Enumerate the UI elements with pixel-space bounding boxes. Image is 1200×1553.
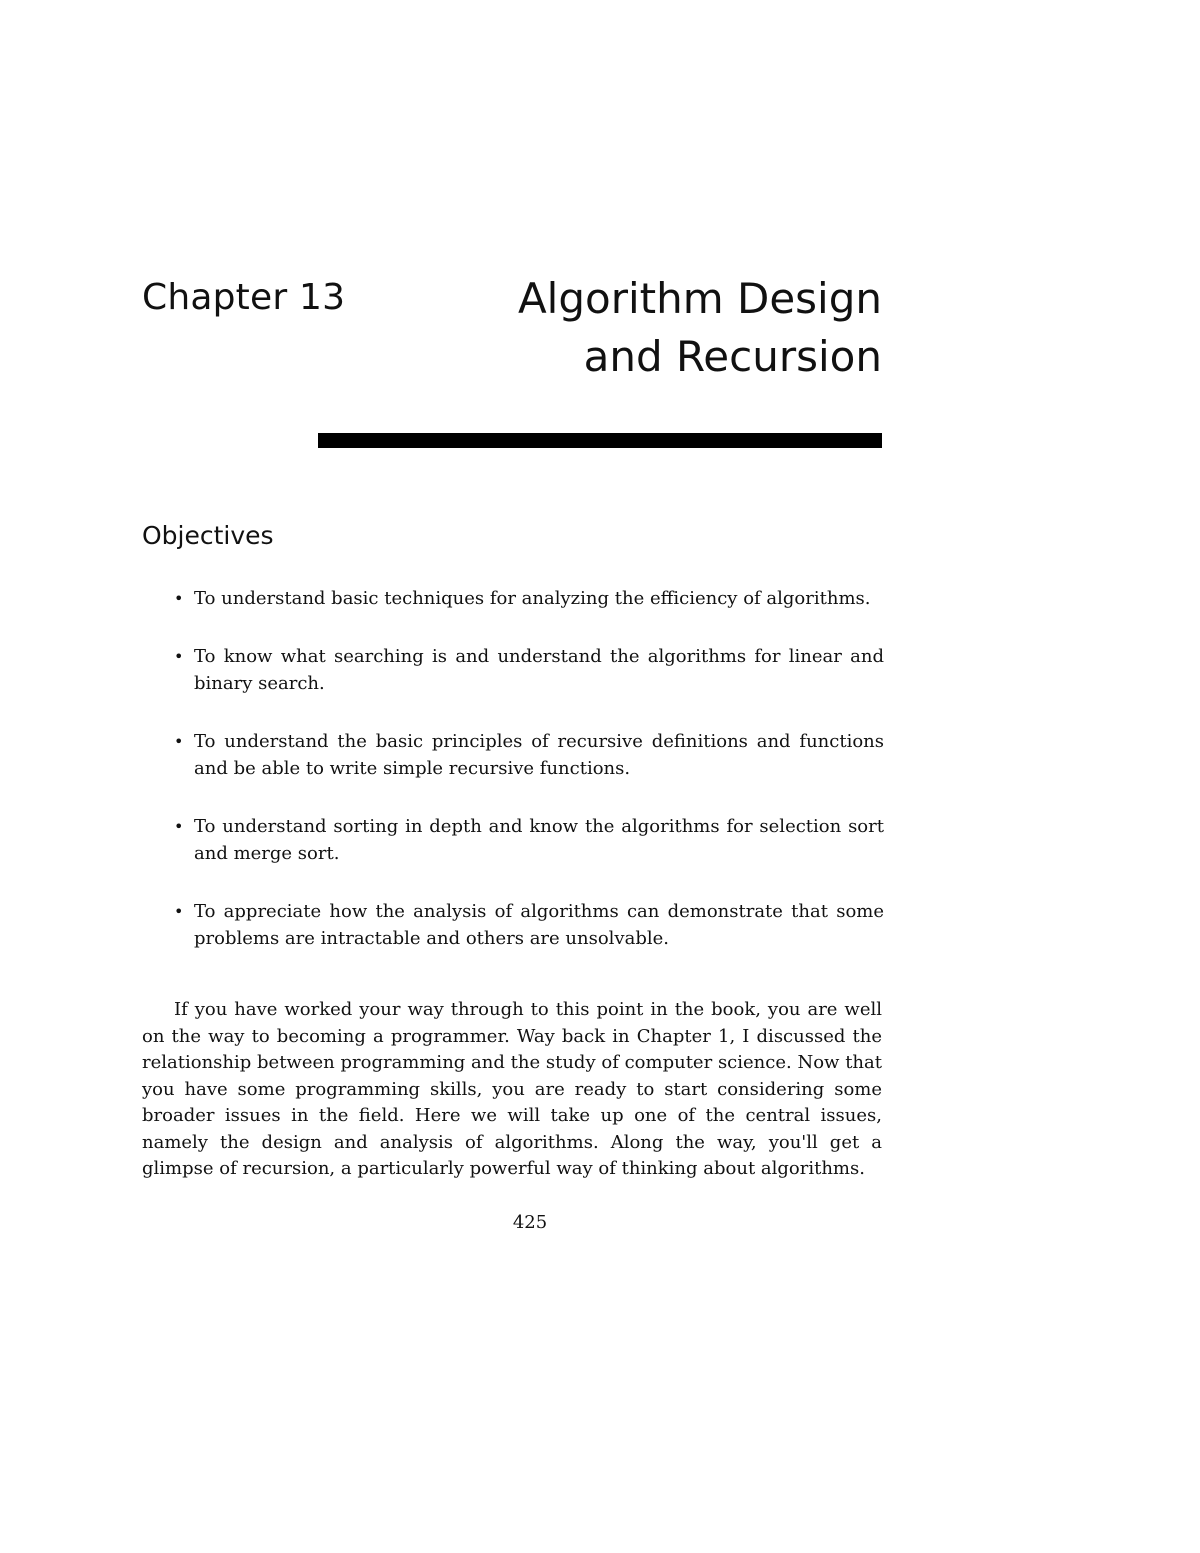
chapter-title-line-2: and Recursion bbox=[583, 332, 882, 381]
objective-item bbox=[174, 728, 884, 782]
objective-text: To know what searching is and understand the algorithms for linear and binary search. bbox=[194, 646, 884, 694]
chapter-number: Chapter 13 bbox=[142, 277, 346, 318]
chapter-title-line-1: Algorithm Design bbox=[517, 274, 882, 323]
page-number: 425 bbox=[512, 1212, 548, 1233]
intro-paragraph: If you have worked your way through to this point in the book, you are well on the way to becoming a programmer. Way back in Chapter 1, I discussed the relationship between programming and the study of computer science. Now that you have some programming skills, you are ready to start considering some broader issues in the field. Here we will take up one of the central issues, namely the design and analysis of algorithms. Along the way, you'll get a glimpse of recursion, a particularly powerful way of thinking about algorithms. bbox=[142, 999, 882, 1179]
objective-text: To understand sorting in depth and know the algorithms for selection sort and merge sort. bbox=[194, 816, 884, 864]
objective-item bbox=[174, 813, 884, 867]
chapter-title bbox=[362, 270, 882, 386]
objective-item bbox=[174, 585, 884, 612]
bullet-icon: • bbox=[174, 589, 184, 608]
objective-item bbox=[174, 643, 884, 697]
objective-text: To understand basic techniques for analyzing the efficiency of algorithms. bbox=[194, 588, 871, 609]
bullet-icon: • bbox=[174, 732, 184, 751]
objective-text: To appreciate how the analysis of algorithms can demonstrate that some problems are intractable and others are unsolvable. bbox=[194, 901, 884, 949]
bullet-icon: • bbox=[174, 817, 184, 836]
bullet-icon: • bbox=[174, 902, 184, 921]
objectives-heading: Objectives bbox=[142, 521, 274, 550]
objective-text: To understand the basic principles of recursive definitions and functions and be able to write simple recursive functions. bbox=[194, 731, 884, 779]
objective-item bbox=[174, 898, 884, 952]
chapter-divider-rule bbox=[318, 433, 882, 448]
bullet-icon: • bbox=[174, 647, 184, 666]
objectives-list bbox=[174, 585, 884, 983]
